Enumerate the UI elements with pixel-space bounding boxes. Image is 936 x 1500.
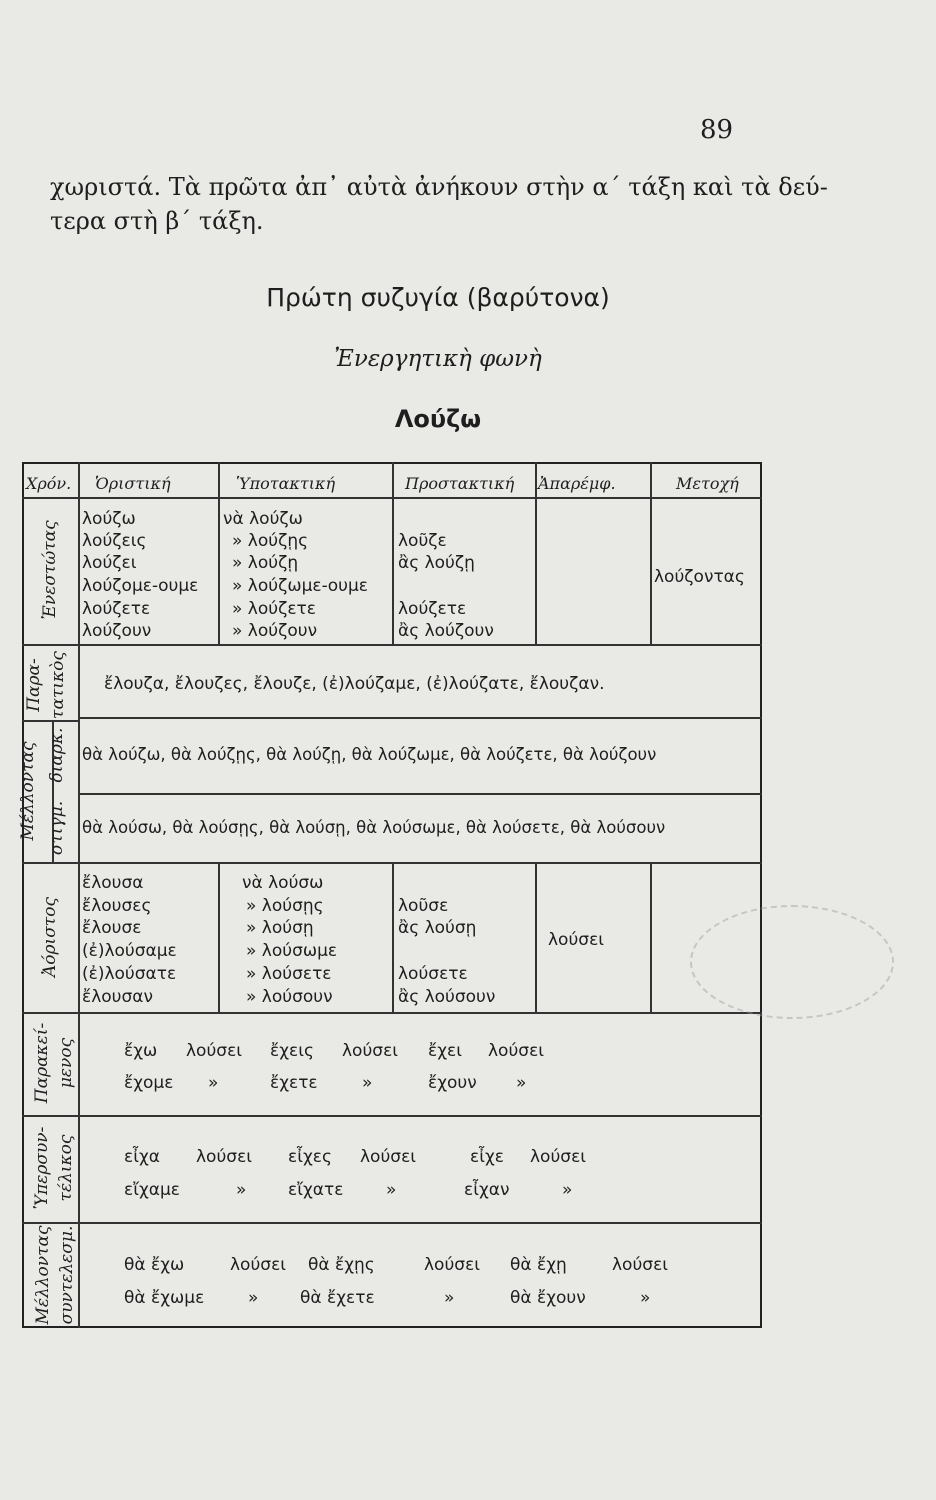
aorist-subj-4: » λούσωμε bbox=[246, 941, 338, 961]
aorist-imp-1: λοῦσε bbox=[398, 896, 449, 916]
aorist-ind-5: (ἐ)λούσατε bbox=[82, 964, 177, 984]
future-perfect-r2-aux2: θὰ ἔχετε bbox=[300, 1288, 375, 1308]
perfect-r2-inf3: » bbox=[516, 1073, 527, 1093]
future-perfect-r1-inf2: λούσει bbox=[424, 1255, 481, 1275]
present-participle: λούζοντας bbox=[654, 567, 745, 587]
future-perfect-r1-aux3: θὰ ἔχῃ bbox=[510, 1255, 567, 1275]
label-imperfect-2: τατικὸς bbox=[48, 651, 68, 719]
header-imperative: Προστακτική bbox=[405, 474, 515, 493]
pluperfect-r1-aux2: εἶχες bbox=[288, 1147, 332, 1167]
future-perfect-r2-inf2: » bbox=[444, 1288, 455, 1308]
page-number: 89 bbox=[700, 115, 734, 145]
present-ind-4: λούζομε-ουμε bbox=[82, 576, 199, 596]
conjugation-title: Πρώτη συζυγία (βαρύτονα) bbox=[266, 283, 610, 312]
pluperfect-r1-inf3: λούσει bbox=[530, 1147, 587, 1167]
pluperfect-r2-inf1: » bbox=[236, 1180, 247, 1200]
perfect-r1-aux2: ἔχεις bbox=[270, 1041, 314, 1061]
present-imp-1: λοῦζε bbox=[398, 531, 447, 551]
present-subj-3: » λούζῃ bbox=[232, 553, 299, 573]
pluperfect-r1-inf2: λούσει bbox=[360, 1147, 417, 1167]
perfect-r1-inf1: λούσει bbox=[186, 1041, 243, 1061]
present-subj-1: νὰ λούζω bbox=[223, 509, 303, 529]
present-imp-3: λούζετε bbox=[398, 599, 467, 619]
pluperfect-r2-aux1: εἴχαμε bbox=[124, 1180, 180, 1200]
present-subj-2: » λούζῃς bbox=[232, 531, 309, 551]
present-ind-6: λούζουν bbox=[82, 621, 152, 641]
label-future-perfect-2: συντελεσμ. bbox=[57, 1225, 77, 1325]
library-stamp-icon bbox=[690, 905, 894, 1019]
header-infinitive: Ἀπαρέμφ. bbox=[538, 474, 616, 493]
future-perfect-r1-aux1: θὰ ἔχω bbox=[124, 1255, 185, 1275]
pluperfect-r2-aux2: εἴχατε bbox=[288, 1180, 344, 1200]
perfect-r2-aux2: ἔχετε bbox=[270, 1073, 318, 1093]
present-subj-4: » λούζωμε-ουμε bbox=[232, 576, 368, 596]
header-subjunctive: Ὑποτακτική bbox=[236, 474, 336, 493]
perfect-r2-inf2: » bbox=[362, 1073, 373, 1093]
aorist-ind-3: ἔλουσε bbox=[82, 918, 142, 938]
future-perfect-r2-inf3: » bbox=[640, 1288, 651, 1308]
aorist-ind-4: (ἐ)λούσαμε bbox=[82, 941, 177, 961]
header-tense: Χρόν. bbox=[26, 474, 72, 493]
perfect-r1-aux3: ἔχει bbox=[428, 1041, 462, 1061]
aorist-subj-6: » λούσουν bbox=[246, 987, 333, 1007]
imperfect-forms: ἔλουζα, ἔλουζες, ἔλουζε, (ἐ)λούζαμε, (ἐ)λούζατε, ἔλουζαν. bbox=[104, 674, 605, 694]
pluperfect-r1-inf1: λούσει bbox=[196, 1147, 253, 1167]
label-pluperfect-2: τέλικος bbox=[56, 1134, 76, 1202]
pluperfect-r2-aux3: εἶχαν bbox=[464, 1180, 510, 1200]
aorist-infinitive: λούσει bbox=[548, 930, 605, 950]
present-subj-6: » λούζουν bbox=[232, 621, 318, 641]
present-ind-2: λούζεις bbox=[82, 531, 147, 551]
present-ind-3: λούζει bbox=[82, 553, 137, 573]
present-ind-5: λούζετε bbox=[82, 599, 151, 619]
label-future-continuous: διαρκ. bbox=[47, 727, 67, 783]
aorist-imp-3: λούσετε bbox=[398, 964, 468, 984]
label-perfect-2: μενος bbox=[56, 1037, 76, 1089]
future-perfect-r2-aux3: θὰ ἔχουν bbox=[510, 1288, 586, 1308]
label-present: Ἐνεστώτας bbox=[40, 520, 60, 620]
perfect-r1-inf2: λούσει bbox=[342, 1041, 399, 1061]
pluperfect-r2-inf2: » bbox=[386, 1180, 397, 1200]
aorist-subj-5: » λούσετε bbox=[246, 964, 332, 984]
header-participle: Μετοχή bbox=[676, 474, 739, 493]
pluperfect-r1-aux1: εἶχα bbox=[124, 1147, 160, 1167]
future-simple-forms: θὰ λούσω, θὰ λούσῃς, θὰ λούσῃ, θὰ λούσωμε, θὰ λούσετε, θὰ λούσουν bbox=[82, 818, 666, 837]
label-perfect-1: Παρακεί- bbox=[32, 1022, 52, 1104]
present-subj-5: » λούζετε bbox=[232, 599, 316, 619]
future-continuous-forms: θὰ λούζω, θὰ λούζῃς, θὰ λούζῃ, θὰ λούζωμε, θὰ λούζετε, θὰ λούζουν bbox=[82, 745, 657, 764]
aorist-ind-1: ἔλουσα bbox=[82, 873, 144, 893]
label-future-simple: στιγμ. bbox=[47, 800, 67, 856]
present-imp-2: ἂς λούζῃ bbox=[398, 553, 475, 573]
perfect-r1-aux1: ἔχω bbox=[124, 1041, 158, 1061]
future-perfect-r1-inf1: λούσει bbox=[230, 1255, 287, 1275]
header-indicative: Ὁριστική bbox=[95, 474, 171, 493]
present-ind-1: λούζω bbox=[82, 509, 136, 529]
aorist-ind-2: ἔλουσες bbox=[82, 896, 152, 916]
aorist-ind-6: ἔλουσαν bbox=[82, 987, 153, 1007]
aorist-subj-2: » λούσῃς bbox=[246, 896, 324, 916]
pluperfect-r2-inf3: » bbox=[562, 1180, 573, 1200]
voice-title: Ἐνεργητικὴ φωνὴ bbox=[334, 346, 542, 372]
label-aorist: Ἀόριστος bbox=[40, 897, 60, 977]
aorist-subj-3: » λούσῃ bbox=[246, 918, 314, 938]
pluperfect-r1-aux3: εἶχε bbox=[470, 1147, 504, 1167]
future-perfect-r1-aux2: θὰ ἔχῃς bbox=[308, 1255, 375, 1275]
intro-line-2: τερα στὴ β΄ τάξη. bbox=[50, 207, 264, 235]
label-future-perfect-1: Μέλλοντας bbox=[33, 1225, 53, 1325]
label-future-group: Μέλλοντας bbox=[18, 741, 38, 841]
label-imperfect-1: Παρα- bbox=[24, 658, 44, 712]
perfect-r2-inf1: » bbox=[208, 1073, 219, 1093]
aorist-subj-1: νὰ λούσω bbox=[242, 873, 324, 893]
verb-title: Λούζω bbox=[394, 405, 482, 433]
aorist-imp-4: ἂς λούσουν bbox=[398, 987, 496, 1007]
present-imp-4: ἂς λούζουν bbox=[398, 621, 494, 641]
label-pluperfect-1: Ὑπερσυν- bbox=[32, 1126, 52, 1210]
intro-line-1: χωριστά. Τὰ πρῶτα ἀπ᾽ αὐτὰ ἀνήκουν στὴν α΄ τάξη καὶ τὰ δεύ- bbox=[50, 173, 828, 201]
perfect-r1-inf3: λούσει bbox=[488, 1041, 545, 1061]
perfect-r2-aux1: ἔχομε bbox=[124, 1073, 174, 1093]
future-perfect-r2-aux1: θὰ ἔχωμε bbox=[124, 1288, 205, 1308]
intro-paragraph bbox=[50, 170, 828, 238]
perfect-r2-aux3: ἔχουν bbox=[428, 1073, 477, 1093]
future-perfect-r1-inf3: λούσει bbox=[612, 1255, 669, 1275]
aorist-imp-2: ἂς λούσῃ bbox=[398, 918, 477, 938]
future-perfect-r2-inf1: » bbox=[248, 1288, 259, 1308]
